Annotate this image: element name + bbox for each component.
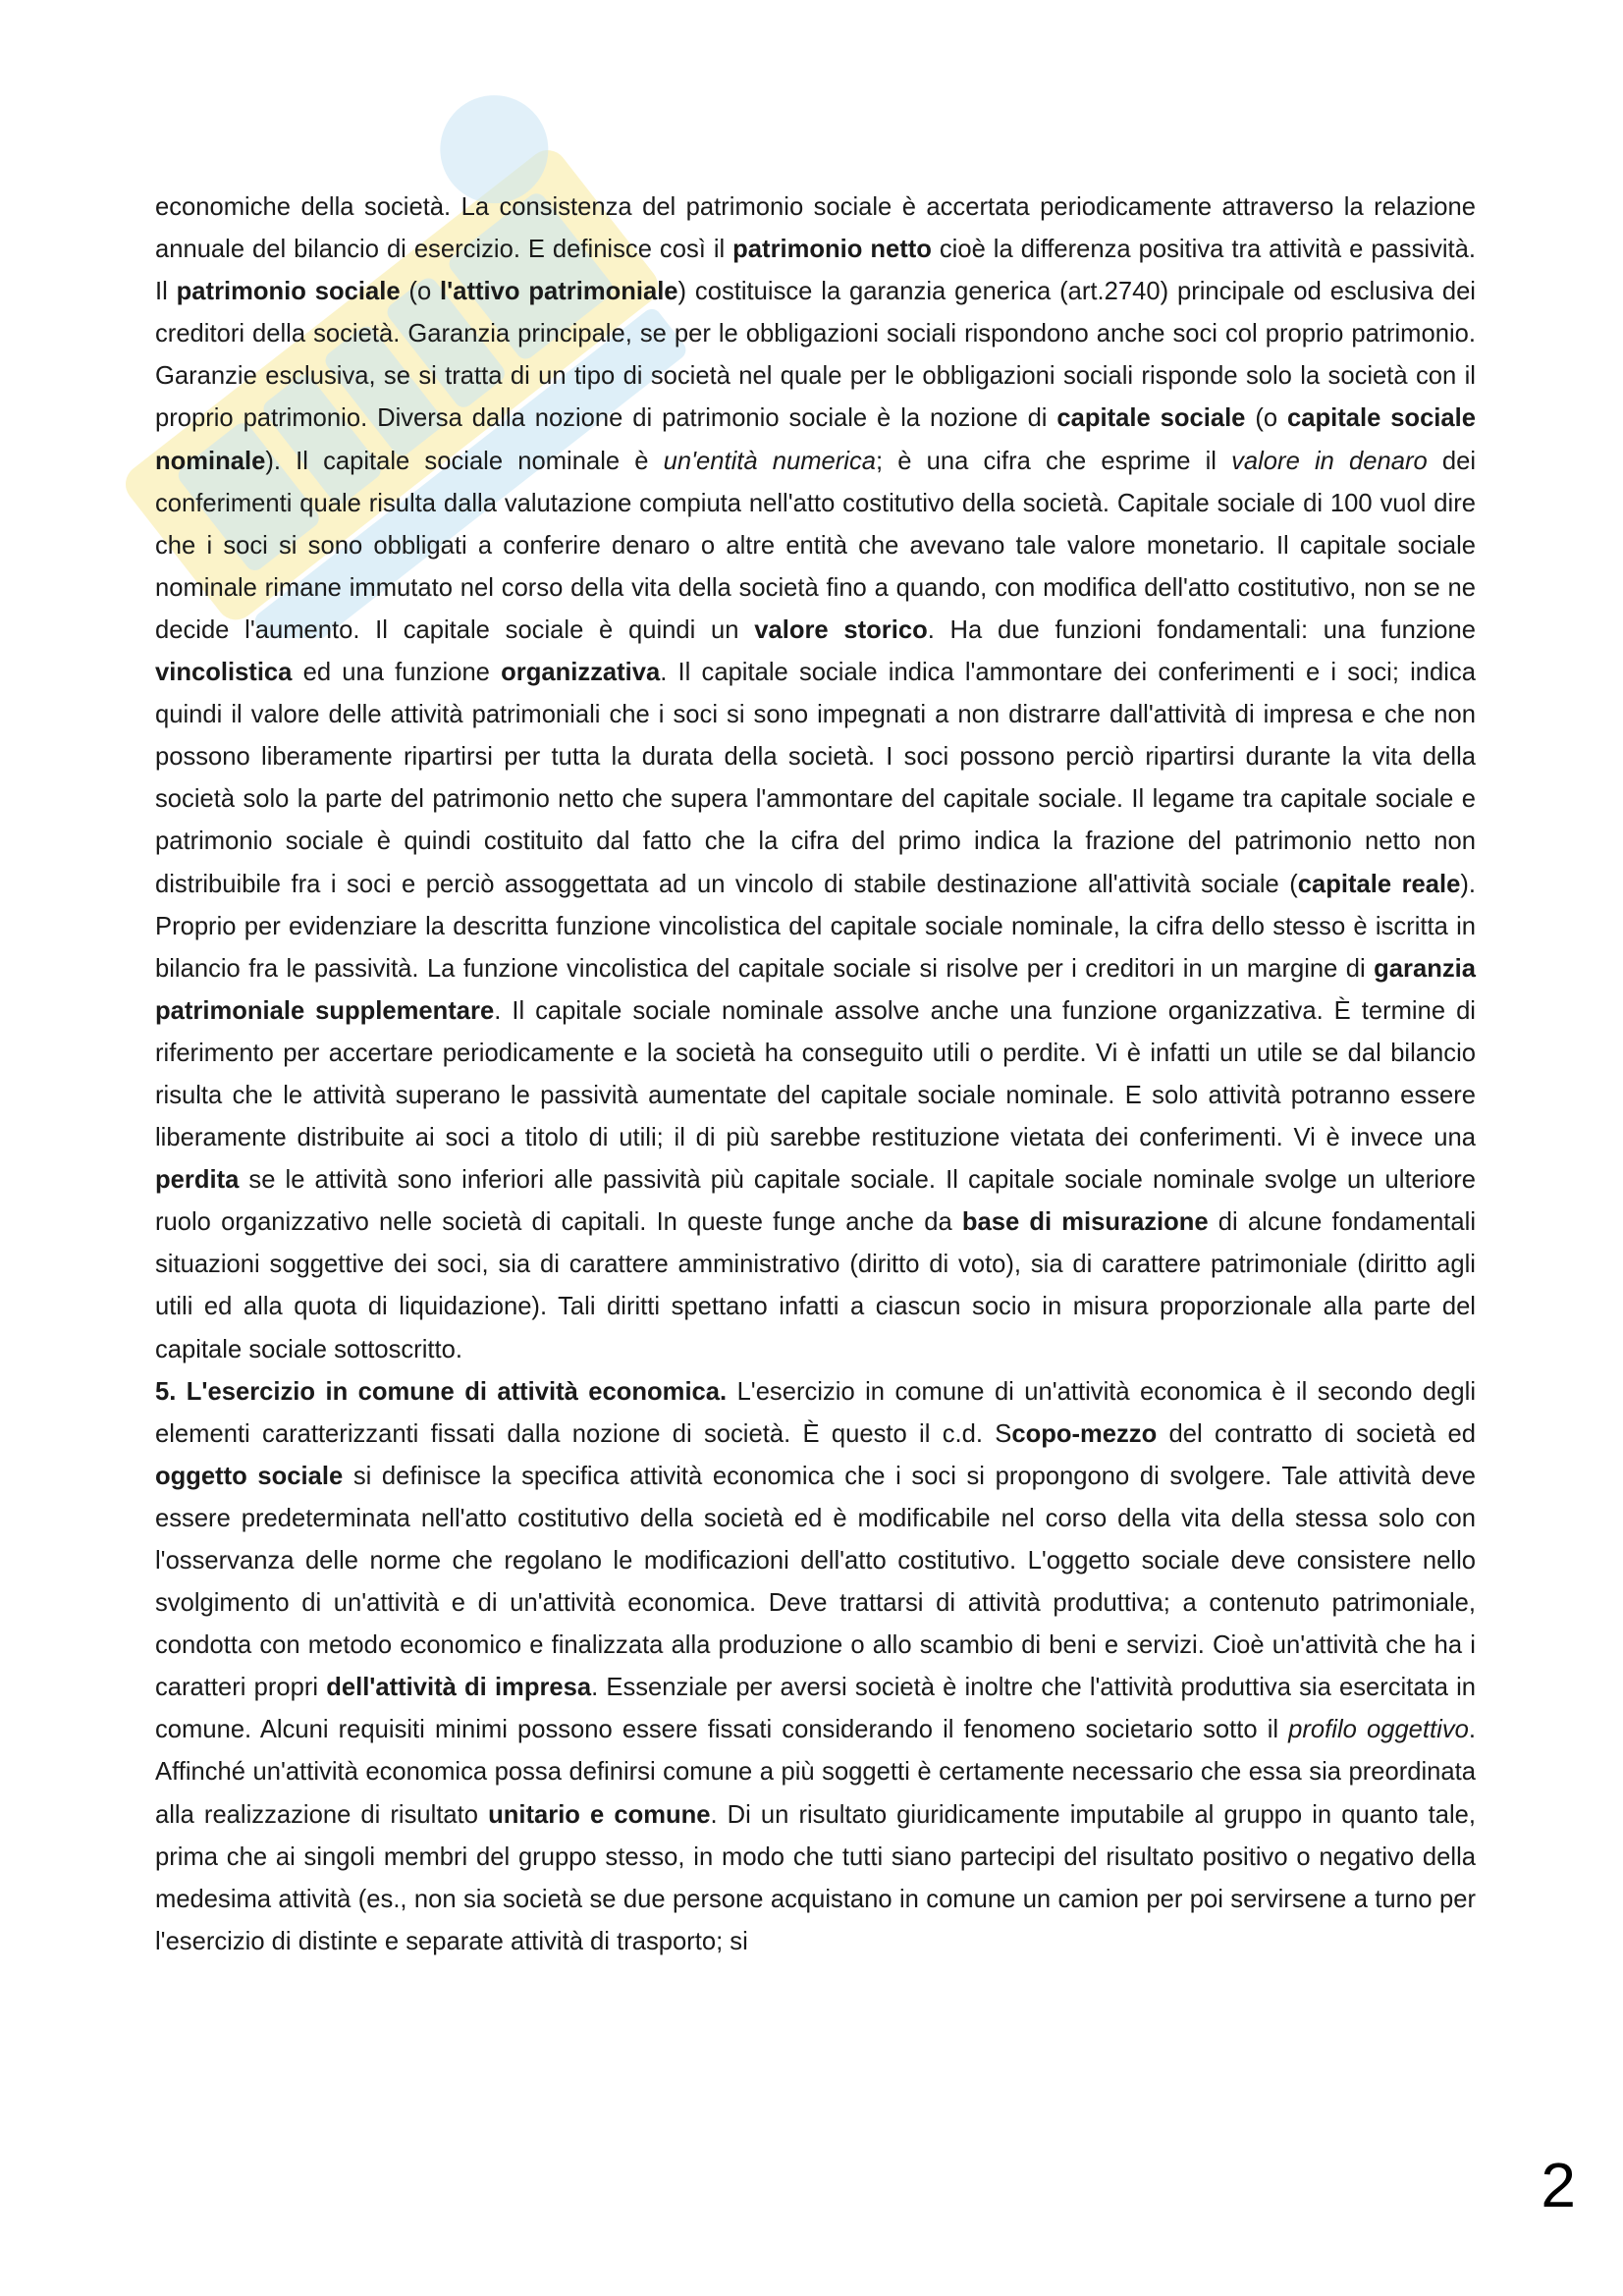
text-run: ; è una cifra che esprime il xyxy=(876,447,1232,475)
bold-text: vincolistica xyxy=(155,659,293,687)
bold-text: 5. L'esercizio in comune di attività economica. xyxy=(155,1377,728,1406)
text-run: ). Proprio per evidenziare la descritta funzione vincolistica del capitale sociale nominale, la cifra dello stesso è iscritta in bilancio fra le passività. La funzione vincolistica del capitale sociale si risolve per i creditori in un margine di xyxy=(155,870,1476,983)
text-run: di alcune fondamentali situazioni soggettive dei soci, sia di carattere amministrativo (diritto di voto), sia di carattere patrimoniale (diritto agli utili ed alla quota di liquidazione). Tali diritti spettano infatti a ciascun socio in misura proporzionale alla parte del capitale sociale sottoscritto. xyxy=(155,1208,1477,1363)
paragraph xyxy=(155,187,1476,1371)
text-run: ed una funzione xyxy=(292,659,502,687)
paragraph xyxy=(155,1371,1476,1963)
text-run: . Il capitale sociale nominale assolve anche una funzione organizzativa. È termine di riferimento per accertare periodicamente e la società ha conseguito utili o perdite. Vi è infatti un utile se dal bilancio risulta che le attività superano le passività aumentate del capitale sociale nominale. E solo attività potranno essere liberamente distribuite ai soci a titolo di utili; il di più sarebbe restituzione vietata dei conferimenti. Vi è invece una xyxy=(155,996,1476,1152)
bold-text: oggetto sociale xyxy=(155,1462,344,1490)
text-run: (o xyxy=(400,278,441,306)
document-body xyxy=(155,187,1476,1963)
bold-text: dell'attività di impresa xyxy=(326,1674,592,1702)
bold-text: garanzia patrimoniale supplementare xyxy=(155,954,1476,1025)
text-run: . Affinché un'attività economica possa definirsi comune a più soggetti è certamente necessario che essa sia preordinata alla realizzazione di risultato xyxy=(155,1716,1476,1829)
text-run: (o xyxy=(1245,404,1287,433)
italic-text: valore in denaro xyxy=(1231,447,1428,475)
text-run: del contratto di società ed xyxy=(1157,1419,1477,1448)
text-run: se le attività sono inferiori alle passività più capitale sociale. Il capitale sociale nominale svolge un ulteriore ruolo organizzativo nelle società di capitali. In queste funge anche da xyxy=(155,1166,1476,1237)
bold-text: organizzativa xyxy=(501,659,661,687)
page-number: 2 xyxy=(1541,2150,1576,2220)
bold-text: valore storico xyxy=(754,615,928,644)
bold-text: capitale sociale nominale xyxy=(155,404,1476,475)
text-run: . Essenziale per aversi società è inoltre che l'attività produttiva sia esercitata in comune. Alcuni requisiti minimi possono essere fissati considerando il fenomeno societario sotto il xyxy=(155,1674,1477,1744)
bold-text: l'attivo patrimoniale xyxy=(440,278,678,306)
bold-text: patrimonio sociale xyxy=(176,278,401,306)
text-run: L'esercizio in comune di un'attività economica è il secondo degli elementi caratterizzanti fissati dalla nozione di società. È questo il c.d. S xyxy=(155,1377,1477,1448)
text-run: economiche della società. La consistenza del patrimonio sociale è accertata periodicamente attraverso la relazione annuale del bilancio di esercizio. E definisce così il xyxy=(155,193,1476,264)
bold-text: unitario e comune xyxy=(488,1800,711,1829)
text-run: ) costituisce la garanzia generica (art.2740) principale od esclusiva dei creditori della società. Garanzia principale, se per le obbligazioni sociali rispondono anche soci col proprio patrimonio. Garanzie esclusiva, se si tratta di un tipo di società nel quale per le obbligazioni sociali risponde solo la società con il proprio patrimonio. Diversa dalla nozione di patrimonio sociale è la nozione di xyxy=(155,278,1476,433)
text-run: ). Il capitale sociale nominale è xyxy=(265,447,664,475)
text-run: . Ha due funzioni fondamentali: una funzione xyxy=(927,615,1476,644)
text-run: . Il capitale sociale indica l'ammontare dei conferimenti e i soci; indica quindi il valore delle attività patrimoniali che i soci si sono impegnati a non distrarre dall'attività di impresa e che non possono liberamente ripartirsi per tutta la durata della società. I soci possono perciò ripartirsi durante la vita della società solo la parte del patrimonio netto che supera l'ammontare del capitale sociale. Il legame tra capitale sociale e patrimonio sociale è quindi costituito dal fatto che la cifra del primo indica la frazione del patrimonio netto non distribuibile fra i soci e perciò assoggettata ad un vincolo di stabile destinazione all'attività sociale ( xyxy=(155,659,1476,898)
text-run: cioè la differenza positiva tra attività e passività. Il xyxy=(155,236,1477,306)
text-run: si definisce la specifica attività economica che i soci si propongono di svolgere. Tale attività deve essere predeterminata nell'atto costitutivo della società ed è modificabile nel corso della vita della stessa solo con l'osservanza delle norme che regolano le modificazioni dell'atto costitutivo. L'oggetto sociale deve consistere nello svolgimento di un'attività e di un'attività economica. Deve trattarsi di attività produttiva; a contenuto patrimoniale, condotta con metodo economico e finalizzata alla produzione o allo scambio di beni e servizi. Cioè un'attività che ha i caratteri propri xyxy=(155,1462,1476,1702)
bold-text: copo-mezzo xyxy=(1011,1419,1158,1448)
text-run: dei conferimenti quale risulta dalla valutazione compiuta nell'atto costitutivo della società. Capitale sociale di 100 vuol dire che i soci si sono obbligati a conferire denaro o altre entità che avevano tale valore monetario. Il capitale sociale nominale rimane immutato nel corso della vita della società fino a quando, con modifica dell'atto costitutivo, non se ne decide l'aumento. Il capitale sociale è quindi un xyxy=(155,447,1477,644)
text-run: . Di un risultato giuridicamente imputabile al gruppo in quanto tale, prima che ai singoli membri del gruppo stesso, in modo che tutti siano partecipi del risultato positivo o negativo della medesima attività (es., non sia società se due persone acquistano in comune un camion per poi servirsene a turno per l'esercizio di distinte e separate attività di trasporto; si xyxy=(155,1800,1476,1955)
bold-text: perdita xyxy=(155,1166,240,1195)
bold-text: base di misurazione xyxy=(961,1208,1209,1237)
bold-text: capitale reale xyxy=(1297,870,1461,898)
bold-text: capitale sociale xyxy=(1056,404,1246,433)
italic-text: un'entità numerica xyxy=(663,447,877,475)
italic-text: profilo oggettivo xyxy=(1288,1716,1469,1744)
bold-text: patrimonio netto xyxy=(732,236,932,264)
